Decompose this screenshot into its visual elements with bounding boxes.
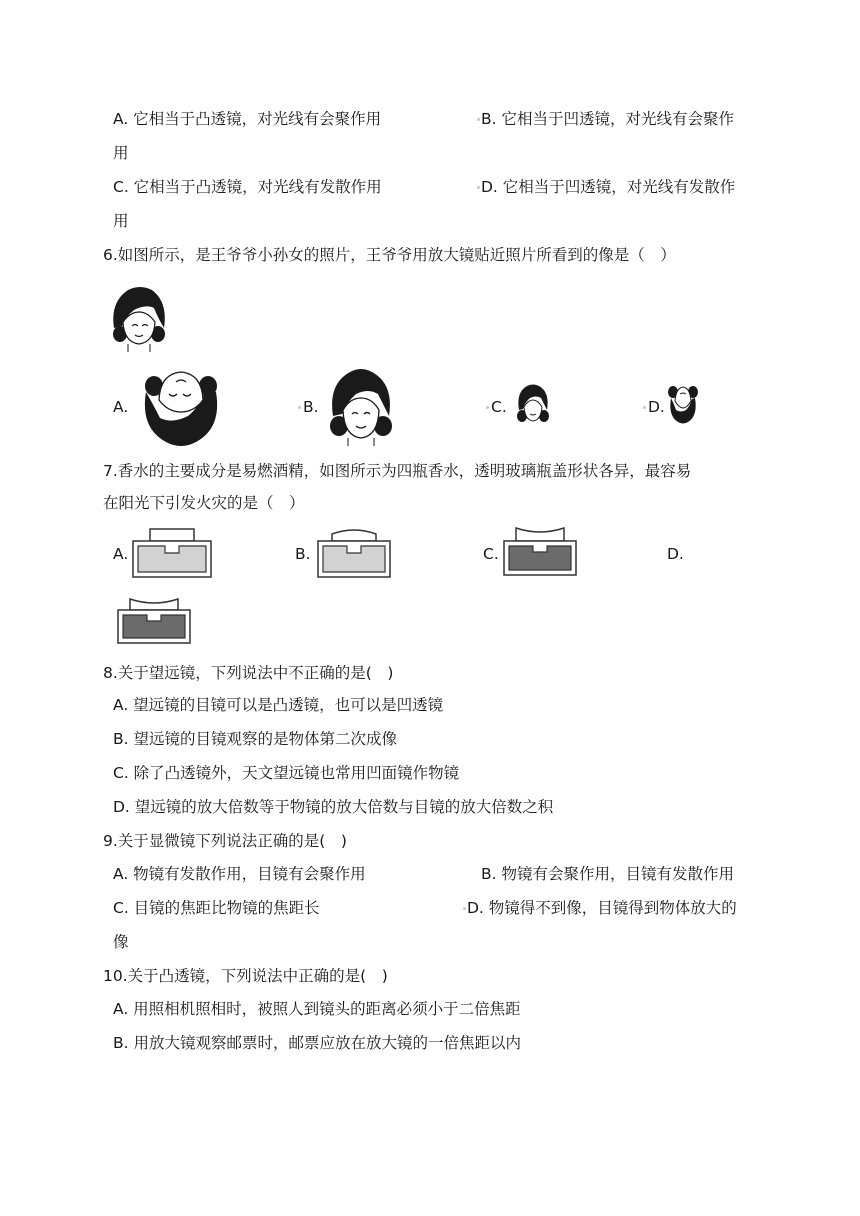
q5-option-d: D. 它相当于凹透镜，对光线有发散作 xyxy=(481,178,736,196)
dot-mark xyxy=(643,406,646,409)
q6-option-d-image xyxy=(668,382,698,426)
q10-option-a: A. 用照相机照相时，被照人到镜头的距离必须小于二倍焦距 xyxy=(113,1000,521,1018)
q5-option-c: C. 它相当于凸透镜，对光线有发散作用 xyxy=(113,178,382,196)
q6-option-b-image xyxy=(328,364,394,446)
q7-stem-line2: 在阳光下引发火灾的是（ ） xyxy=(103,494,305,512)
q7-bottle-a-image xyxy=(132,528,212,578)
q9-option-d-wrap: 像 xyxy=(113,933,129,951)
q7-option-d-label: D. xyxy=(667,545,684,563)
q5-option-b: B. 它相当于凹透镜，对光线有会聚作 xyxy=(481,110,734,128)
q6-option-a-label: A. xyxy=(113,398,129,416)
q7-bottle-b-image xyxy=(317,528,391,578)
q5-option-a: A. 它相当于凸透镜，对光线有会聚作用 xyxy=(113,110,382,128)
q5-option-d-wrap: 用 xyxy=(113,212,129,230)
q7-option-c-label: C. xyxy=(483,545,499,563)
q9-option-c: C. 目镜的焦距比物镜的焦距长 xyxy=(113,899,320,917)
dot-mark xyxy=(463,907,466,910)
q10-option-b: B. 用放大镜观察邮票时，邮票应放在放大镜的一倍焦距以内 xyxy=(113,1034,521,1052)
q9-option-a: A. 物镜有发散作用，目镜有会聚作用 xyxy=(113,865,366,883)
q6-option-c-label: C. xyxy=(491,398,507,416)
q6-option-a-image xyxy=(140,364,222,452)
q8-option-a: A. 望远镜的目镜可以是凸透镜，也可以是凹透镜 xyxy=(113,696,444,714)
q6-option-c-image xyxy=(516,382,550,426)
dot-mark xyxy=(477,186,480,189)
q7-option-a-label: A. xyxy=(113,545,129,563)
dot-mark xyxy=(477,118,480,121)
q8-option-b: B. 望远镜的目镜观察的是物体第二次成像 xyxy=(113,730,397,748)
q7-option-b-label: B. xyxy=(295,545,311,563)
q6-stem: 6.如图所示，是王爷爷小孙女的照片，王爷爷用放大镜贴近照片所看到的像是（ ） xyxy=(103,246,676,264)
q8-option-d: D. 望远镜的放大倍数等于物镜的放大倍数与目镜的放大倍数之积 xyxy=(113,798,554,816)
q9-option-d: D. 物镜得不到像，目镜得到物体放大的 xyxy=(467,899,737,917)
q5-option-b-wrap: 用 xyxy=(113,144,129,162)
q9-stem: 9.关于显微镜下列说法正确的是( ) xyxy=(103,832,347,850)
dot-mark xyxy=(298,406,301,409)
dot-mark xyxy=(486,406,489,409)
q7-bottle-c-image xyxy=(503,526,577,576)
q7-stem-line1: 7.香水的主要成分是易燃酒精，如图所示为四瓶香水，透明玻璃瓶盖形状各异，最容易 xyxy=(103,462,692,480)
q6-option-d-label: D. xyxy=(648,398,665,416)
q8-stem: 8.关于望远镜，下列说法中不正确的是( ) xyxy=(103,664,394,682)
q8-option-c: C. 除了凸透镜外，天文望远镜也常用凹面镜作物镜 xyxy=(113,764,460,782)
q9-option-b: B. 物镜有会聚作用，目镜有发散作用 xyxy=(481,865,734,883)
q10-stem: 10.关于凸透镜，下列说法中正确的是( ) xyxy=(103,967,388,985)
q7-bottle-d-image xyxy=(117,596,191,644)
q6-option-b-label: B. xyxy=(303,398,319,416)
girl-photo-figure xyxy=(108,282,170,352)
